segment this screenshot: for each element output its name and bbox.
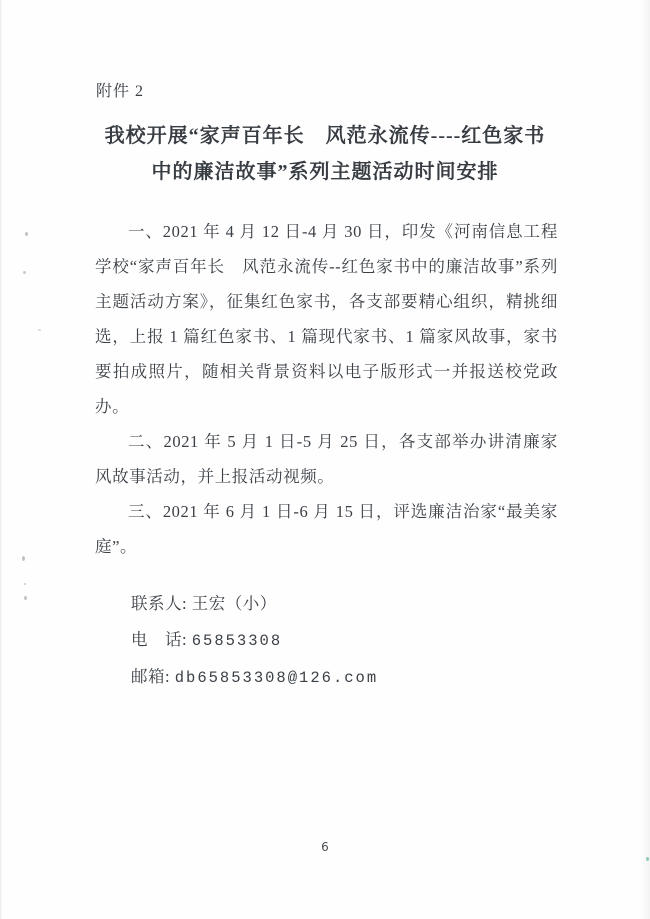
scan-speckle — [22, 556, 25, 561]
contact-email-label: 邮箱: — [131, 667, 175, 686]
contact-block — [131, 586, 378, 696]
attachment-label: 附件 2 — [96, 83, 145, 100]
title-line-2: 中的廉洁故事”系列主题活动时间安排 — [151, 161, 499, 183]
contact-phone — [131, 622, 378, 659]
contact-email — [131, 659, 378, 696]
paragraph-3: 三、2021 年 6 月 1 日-6 月 15 日，评选廉洁治家“最美家庭”。 — [95, 502, 558, 556]
contact-person — [131, 586, 378, 622]
scan-edge-left — [0, 0, 2, 919]
contact-person-label: 联系人: — [131, 594, 192, 613]
document-body — [95, 214, 558, 564]
contact-phone-value: 65853308 — [191, 632, 283, 650]
page-number: 6 — [321, 840, 329, 854]
scan-edge-right — [640, 0, 650, 919]
contact-person-value: 王宏（小） — [191, 594, 277, 613]
contact-email-value: db65853308@126.com — [174, 669, 379, 687]
scan-speckle — [24, 583, 26, 585]
scan-speckle — [646, 857, 649, 861]
title-line-1: 我校开展“家声百年长 风范永流传----红色家书 — [104, 125, 546, 147]
contact-phone-label: 电 话: — [131, 630, 192, 649]
scan-speckle — [38, 329, 41, 331]
scan-speckle — [25, 232, 28, 236]
paragraph-2: 二、2021 年 5 月 1 日-5 月 25 日，各支部举办讲清廉家风故事活动，并上报活动视频。 — [95, 432, 558, 486]
scan-speckle — [24, 596, 27, 600]
scan-speckle — [23, 271, 26, 274]
document-title — [60, 118, 590, 190]
paragraph-1: 一、2021 年 4 月 12 日-4 月 30 日，印发《河南信息工程学校“家声百年长 风范永流传--红色家书中的廉洁故事”系列主题活动方案》，征集红色家书，各支部要精心组织，精挑细选，上报 1 篇红色家书、1 篇现代家书、1 篇家风故事，家书要拍成照片，随相关背景资料以电子版形式一并报送校党政办。 — [95, 222, 558, 416]
